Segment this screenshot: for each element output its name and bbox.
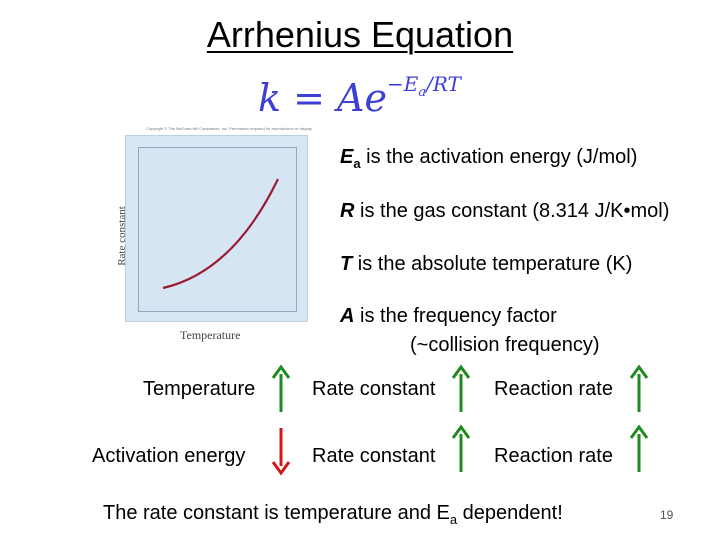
page-number: 19	[660, 508, 674, 522]
arrhenius-equation: $k = Ae^{-E_a/RT}$	[258, 72, 461, 120]
row1-end-label: Reaction rate	[494, 378, 613, 400]
definition-t: T is the absolute temperature (K)	[340, 253, 633, 275]
row2-end-up-arrow-icon	[629, 424, 649, 474]
definition-ea: $E_a$ is the activation energy (J/mol)	[340, 146, 638, 171]
row2-mid-label: Rate constant	[312, 445, 436, 467]
row1-end-up-arrow-icon	[629, 364, 649, 414]
row1-cause-up-arrow-icon	[271, 364, 291, 414]
row2-end-label: Reaction rate	[494, 445, 613, 467]
row1-mid-label: Rate constant	[312, 378, 436, 400]
definition-a: A is the frequency factor	[340, 305, 557, 327]
graph-x-axis-label: Temperature	[180, 328, 241, 342]
graph-copyright-caption: Copyright © The McGraw-Hill Companies, Inc. Permission required for reproduction or display.	[146, 126, 313, 131]
row2-mid-up-arrow-icon	[451, 424, 471, 474]
conclusion-text: The rate constant is temperature and $E_a$ dependent!	[103, 502, 563, 527]
rate-vs-temperature-curve	[138, 147, 296, 311]
definition-r: R is the gas constant (8.314 J/K•mol)	[340, 200, 670, 222]
definition-a-note: (~collision frequency)	[410, 334, 600, 356]
slide-title: Arrhenius Equation	[206, 14, 514, 55]
row1-mid-up-arrow-icon	[451, 364, 471, 414]
row2-cause-label: Activation energy	[92, 445, 246, 467]
row2-cause-down-arrow-icon	[271, 426, 291, 476]
graph-y-axis-label: Rate constant	[116, 206, 128, 266]
row1-cause-label: Temperature	[143, 378, 256, 400]
